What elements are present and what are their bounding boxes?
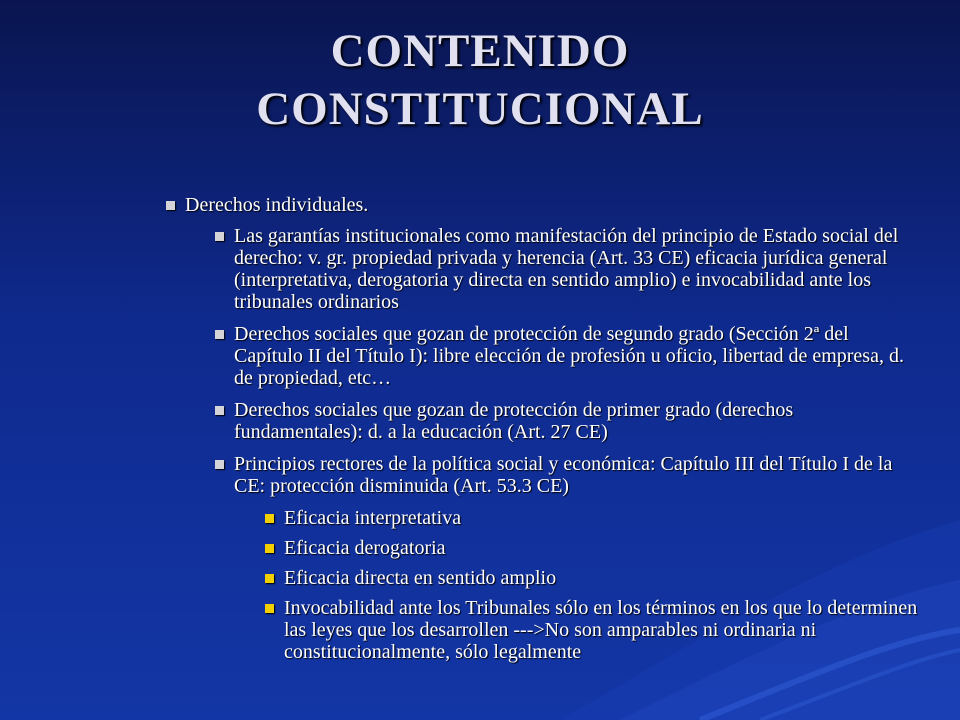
square-bullet-icon xyxy=(215,460,224,469)
title-line-1: CONTENIDO xyxy=(330,25,630,77)
list-item xyxy=(160,194,920,216)
list-item xyxy=(160,225,920,313)
list-item xyxy=(160,453,920,497)
list-item xyxy=(160,567,920,589)
square-bullet-icon xyxy=(215,232,224,241)
yellow-square-bullet-icon xyxy=(265,604,274,613)
bullet-text: Principios rectores de la política social y económica: Capítulo III del Título I de la CE: protección disminuida (Art. 53.3 CE) xyxy=(234,453,893,497)
square-bullet-icon xyxy=(166,201,175,210)
bullet-text: Derechos sociales que gozan de protección de segundo grado (Sección 2ª del Capítulo II del Título I): libre elección de profesión u oficio, libertad de empresa, d. de propiedad, etc… xyxy=(234,323,904,389)
square-bullet-icon xyxy=(215,330,224,339)
bullet-text: Eficacia interpretativa xyxy=(284,507,462,529)
title-line-2: CONSTITUCIONAL xyxy=(256,83,704,135)
bullet-text: Derechos individuales. xyxy=(185,194,369,216)
list-item xyxy=(160,507,920,529)
bullet-list xyxy=(160,194,920,671)
yellow-square-bullet-icon xyxy=(265,574,274,583)
bullet-text: Invocabilidad ante los Tribunales sólo en los términos en los que lo determinen las leyes que los desarrollen --->No son amparables ni ordinaria ni constitucionalmente, sólo legalmente xyxy=(284,597,918,663)
bullet-text: Las garantías institucionales como manifestación del principio de Estado social del derecho: v. gr. propiedad privada y herencia (Art. 33 CE) eficacia jurídica general (interpretativa, derogatoria y directa en sentido amplio) e invocabilidad ante los tribunales ordinarios xyxy=(234,225,899,313)
bullet-text: Eficacia directa en sentido amplio xyxy=(284,567,557,589)
yellow-square-bullet-icon xyxy=(265,544,274,553)
list-item xyxy=(160,323,920,389)
slide-title xyxy=(0,22,960,138)
bullet-text: Eficacia derogatoria xyxy=(284,537,446,559)
list-item xyxy=(160,399,920,443)
square-bullet-icon xyxy=(215,406,224,415)
bullet-text: Derechos sociales que gozan de protección de primer grado (derechos fundamentales): d. a la educación (Art. 27 CE) xyxy=(234,399,794,443)
list-item xyxy=(160,597,920,663)
yellow-square-bullet-icon xyxy=(265,514,274,523)
list-item xyxy=(160,537,920,559)
